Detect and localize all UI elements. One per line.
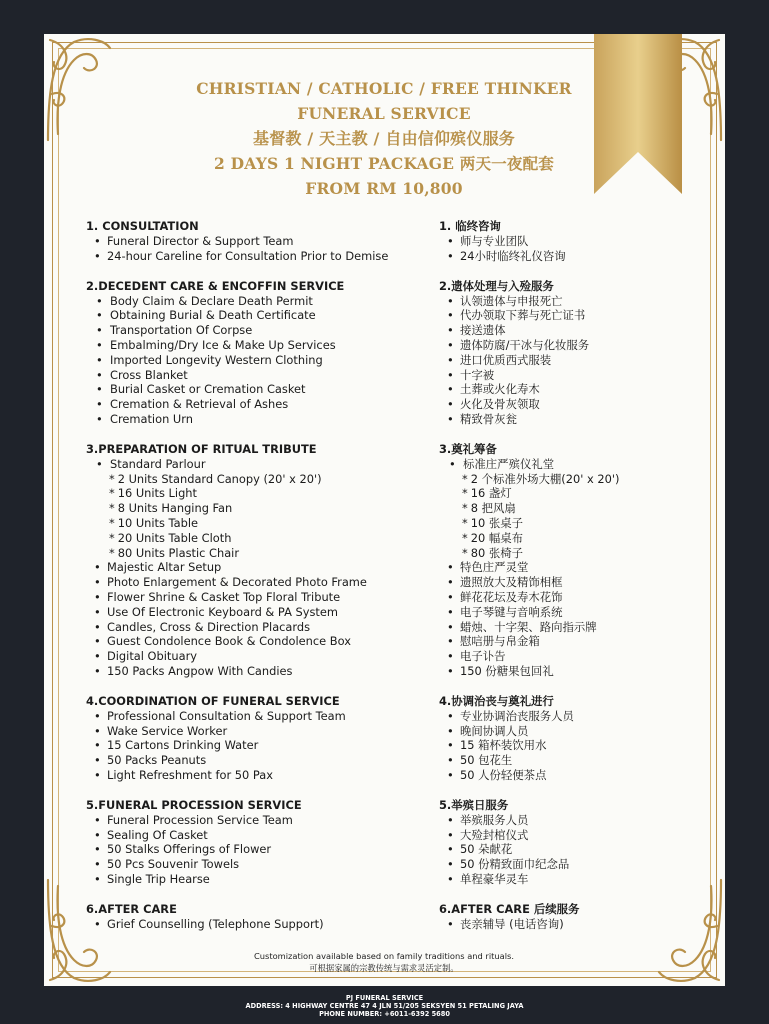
service-item-text: 80 张椅子 <box>470 545 523 560</box>
service-item: • Candles, Cross & Direction Placards <box>86 620 436 635</box>
service-section <box>439 279 719 427</box>
service-list <box>439 709 719 783</box>
service-section <box>439 694 719 783</box>
service-list <box>86 294 436 427</box>
service-item: • 电子琴键与音响系统 <box>439 605 719 620</box>
service-item: • Cremation & Retrieval of Ashes <box>86 397 436 412</box>
service-item: • 进口优质西式服装 <box>439 353 719 368</box>
service-list <box>439 813 719 887</box>
asterisk-icon: * <box>462 545 468 560</box>
service-section <box>86 219 436 264</box>
service-item: • 晚间协调人员 <box>439 724 719 739</box>
asterisk-icon: * <box>462 486 468 501</box>
service-item: • Flower Shrine & Casket Top Floral Tribute <box>86 590 436 605</box>
asterisk-icon: * <box>462 515 468 530</box>
service-item <box>86 516 436 531</box>
service-section <box>86 442 436 679</box>
service-item: • Digital Obituary <box>86 649 436 664</box>
company-address: ADDRESS: 4 HIGHWAY CENTRE 47 4 JLN 51/205 SEKSYEN 51 PETALING JAYA <box>245 1002 524 1011</box>
service-item: • Body Claim & Declare Death Permit <box>86 294 436 309</box>
section-title: 1. 临终咨询 <box>439 219 501 233</box>
service-item: • 举殡服务人员 <box>439 813 719 828</box>
service-item: • 50 Stalks Offerings of Flower <box>86 842 436 857</box>
service-item: • Sealing Of Casket <box>86 828 436 843</box>
header-package-name: 2 DAYS 1 NIGHT PACKAGE 两天一夜配套 <box>214 154 554 173</box>
service-item-text: 8 Units Hanging Fan <box>117 501 233 516</box>
service-item: • Imported Longevity Western Clothing <box>86 353 436 368</box>
section-title: 1. CONSULTATION <box>86 219 199 233</box>
english-services-column <box>86 219 436 946</box>
service-list <box>439 294 719 427</box>
service-list <box>86 813 436 887</box>
service-item: • 电子讣告 <box>439 649 719 664</box>
section-title: 2.DECEDENT CARE & ENCOFFIN SERVICE <box>86 278 345 293</box>
service-item-text: 8 把风扇 <box>470 501 516 516</box>
service-item: • Light Refreshment for 50 Pax <box>86 768 436 783</box>
note-english: Customization available based on family traditions and rituals. <box>253 951 515 961</box>
service-item: • 24小时临终礼仪咨询 <box>439 249 719 264</box>
service-item: • 慰唁册与帛金箱 <box>439 634 719 649</box>
service-item-text: 10 Units Table <box>117 515 199 530</box>
service-item: • 15 箱杯装饮用水 <box>439 738 719 753</box>
service-item <box>439 546 719 561</box>
service-item: • 火化及骨灰领取 <box>439 397 719 412</box>
service-item: • 蜡烛、十字架、路向指示牌 <box>439 620 719 635</box>
service-item: • Obtaining Burial & Death Certificate <box>86 308 436 323</box>
service-item <box>439 486 719 501</box>
section-title: 5.FUNERAL PROCESSION SERVICE <box>86 797 302 812</box>
asterisk-icon: * <box>109 471 115 486</box>
service-list <box>86 457 436 679</box>
service-section <box>439 798 719 887</box>
header-title-line1: CHRISTIAN / CATHOLIC / FREE THINKER <box>196 79 572 98</box>
section-title: 4.协调治丧与奠礼进行 <box>439 693 554 708</box>
service-item: • 鲜花花坛及寿木花饰 <box>439 590 719 605</box>
service-item: • Majestic Altar Setup <box>86 560 436 575</box>
asterisk-icon: * <box>462 501 468 516</box>
service-item: • 土葬或火化寿木 <box>439 382 719 397</box>
service-item: • 50 Pcs Souvenir Towels <box>86 857 436 872</box>
service-item: • 50 份精致面巾纪念品 <box>439 857 719 872</box>
service-item: • 50 Packs Peanuts <box>86 753 436 768</box>
service-item: • Embalming/Dry Ice & Make Up Services <box>86 338 436 353</box>
asterisk-icon: * <box>109 530 115 545</box>
chinese-services-column <box>439 219 719 946</box>
service-item <box>439 531 719 546</box>
service-item: • 标准庄严殡仪礼堂 <box>439 457 719 472</box>
service-item: • 50 包花生 <box>439 753 719 768</box>
company-phone: PHONE NUMBER: +6011-6392 5680 <box>319 1010 450 1019</box>
section-title: 6.AFTER CARE 后续服务 <box>439 901 580 916</box>
service-item <box>439 501 719 516</box>
service-item: • Funeral Director & Support Team <box>86 234 436 249</box>
service-item <box>86 531 436 546</box>
service-section <box>439 219 719 264</box>
service-list <box>439 234 719 264</box>
section-title: 3.奠礼筹备 <box>439 441 497 456</box>
asterisk-icon: * <box>109 486 115 501</box>
service-section <box>86 694 436 783</box>
service-section <box>439 442 719 679</box>
service-section <box>439 902 719 932</box>
company-name: PJ FUNERAL SERVICE <box>345 994 424 1002</box>
service-item: • 十字被 <box>439 368 719 383</box>
asterisk-icon: * <box>462 530 468 545</box>
service-item: • Standard Parlour <box>86 457 436 472</box>
customization-note <box>84 950 684 974</box>
service-item <box>86 472 436 487</box>
section-title: 4.COORDINATION OF FUNERAL SERVICE <box>86 693 340 708</box>
service-item: • 15 Cartons Drinking Water <box>86 738 436 753</box>
header-title-line2: FUNERAL SERVICE <box>297 104 471 123</box>
service-item: • Cross Blanket <box>86 368 436 383</box>
service-item <box>439 472 719 487</box>
service-item: • Cremation Urn <box>86 412 436 427</box>
service-list <box>439 917 719 932</box>
service-item-text: 80 Units Plastic Chair <box>117 545 240 560</box>
service-item-text: 16 盏灯 <box>470 486 512 501</box>
note-chinese: 可根据家属的宗教传统与需求灵活定制。 <box>309 963 459 973</box>
service-item: • Burial Casket or Cremation Casket <box>86 382 436 397</box>
service-item: • 50 人份轻便茶点 <box>439 768 719 783</box>
service-item: • Single Trip Hearse <box>86 872 436 887</box>
service-item: • Photo Enlargement & Decorated Photo Frame <box>86 575 436 590</box>
service-section <box>86 279 436 427</box>
service-item-text: 10 张桌子 <box>470 515 523 530</box>
service-item <box>439 516 719 531</box>
service-item: • 大殓封棺仪式 <box>439 828 719 843</box>
service-item: • Wake Service Worker <box>86 724 436 739</box>
service-item: • Transportation Of Corpse <box>86 323 436 338</box>
service-item: • 丧亲辅导 (电话咨询) <box>439 917 719 932</box>
service-item-text: 20 幅桌布 <box>470 530 523 545</box>
service-item: • 认领遗体与申报死亡 <box>439 294 719 309</box>
service-item-text: 16 Units Light <box>117 486 197 501</box>
asterisk-icon: * <box>109 515 115 530</box>
service-item: • 24-hour Careline for Consultation Prior to Demise <box>86 249 436 264</box>
service-item: • 单程豪华灵车 <box>439 872 719 887</box>
package-header <box>84 76 684 201</box>
service-item: • 师与专业团队 <box>439 234 719 249</box>
service-section <box>86 902 436 932</box>
header-title-chinese: 基督教 / 天主教 / 自由信仰殡仪服务 <box>253 129 515 148</box>
service-item-text: 2 个标准外场大棚(20' x 20') <box>470 471 620 486</box>
service-item: • 接送遗体 <box>439 323 719 338</box>
service-list <box>86 234 436 264</box>
service-item: • 特色庄严灵堂 <box>439 560 719 575</box>
service-item: • Grief Counselling (Telephone Support) <box>86 917 436 932</box>
company-footer <box>0 994 769 1019</box>
service-item: • Guest Condolence Book & Condolence Box <box>86 634 436 649</box>
service-item: • 遗体防腐/干冰与化妆服务 <box>439 338 719 353</box>
service-item <box>86 546 436 561</box>
section-title: 2.遗体处理与入殓服务 <box>439 278 554 293</box>
service-item: • 精致骨灰瓮 <box>439 412 719 427</box>
service-list <box>86 917 436 932</box>
service-item <box>86 501 436 516</box>
section-title: 6.AFTER CARE <box>86 901 177 916</box>
section-title: 5.举殡日服务 <box>439 797 509 812</box>
asterisk-icon: * <box>109 545 115 560</box>
service-item: • 150 份糖果包回礼 <box>439 664 719 679</box>
service-item <box>86 486 436 501</box>
service-item: • 代办领取下葬与死亡证书 <box>439 308 719 323</box>
service-item-text: 2 Units Standard Canopy (20' x 20') <box>117 471 322 486</box>
service-section <box>86 798 436 887</box>
service-item: • 50 朵献花 <box>439 842 719 857</box>
header-price: FROM RM 10,800 <box>305 179 463 198</box>
service-item: • Use Of Electronic Keyboard & PA System <box>86 605 436 620</box>
service-item: • 专业协调治丧服务人员 <box>439 709 719 724</box>
service-item: • 遗照放大及精饰相框 <box>439 575 719 590</box>
service-list <box>439 457 719 679</box>
service-item: • Professional Consultation & Support Team <box>86 709 436 724</box>
asterisk-icon: * <box>109 501 115 516</box>
service-list <box>86 709 436 783</box>
section-title: 3.PREPARATION OF RITUAL TRIBUTE <box>86 441 317 456</box>
service-item: • 150 Packs Angpow With Candies <box>86 664 436 679</box>
service-item-text: 20 Units Table Cloth <box>117 530 232 545</box>
service-item: • Funeral Procession Service Team <box>86 813 436 828</box>
asterisk-icon: * <box>462 471 468 486</box>
